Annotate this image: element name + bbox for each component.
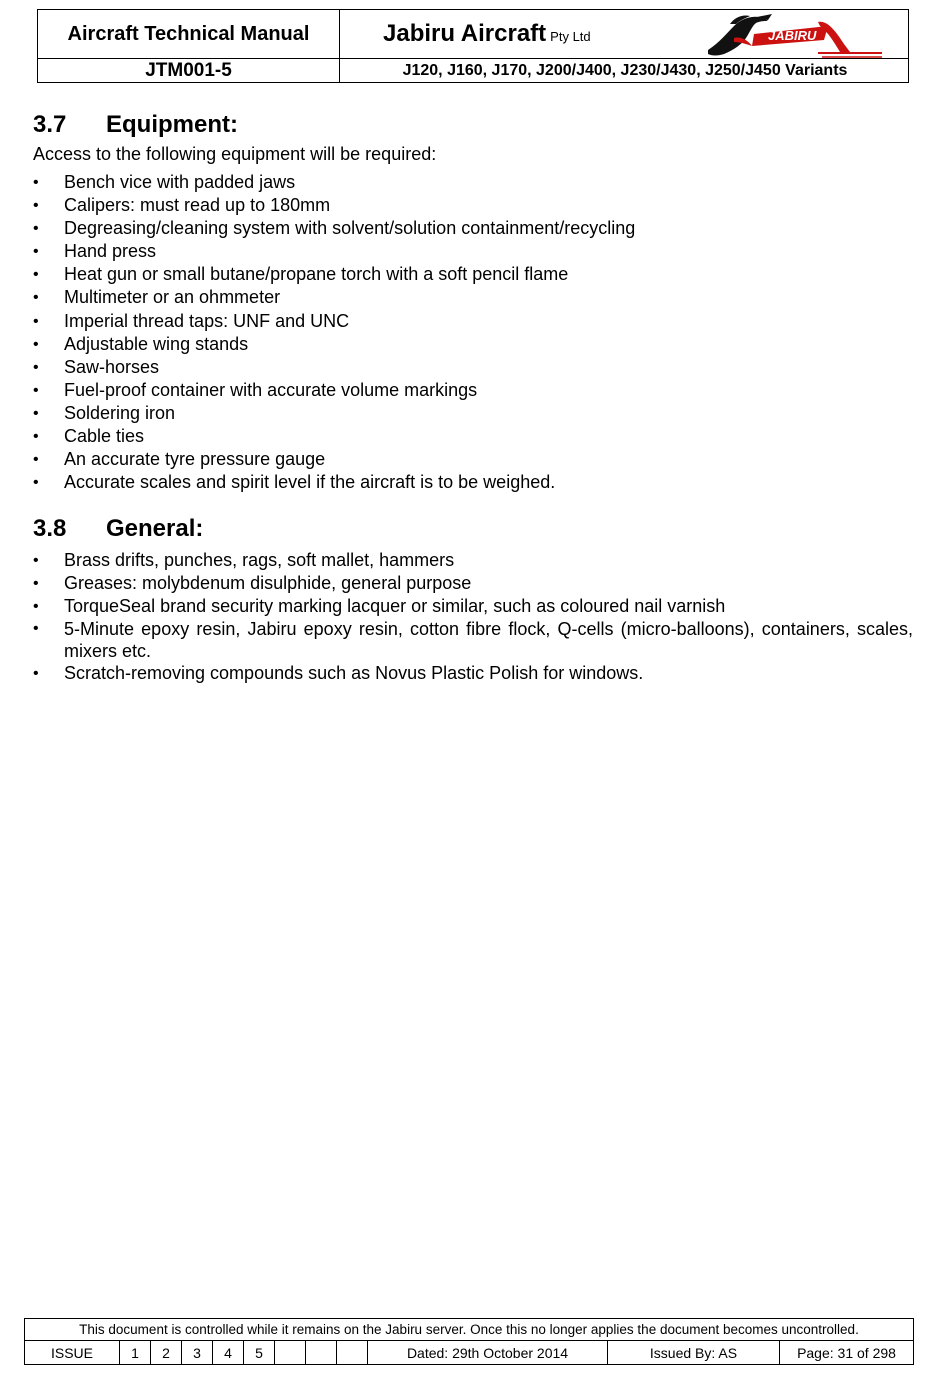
company-suffix: Pty Ltd xyxy=(550,29,591,44)
list-item: • 5-Minute epoxy resin, Jabiru epoxy resin, cotton fibre flock, Q-cells (micro-balloons), containers, scales, mixers etc. xyxy=(33,618,913,662)
issue-cell: 1 xyxy=(119,1341,150,1364)
issue-label: ISSUE xyxy=(50,1344,93,1361)
jabiru-logo xyxy=(668,12,888,58)
list-item: • Calipers: must read up to 180mm xyxy=(33,194,913,217)
list-item: • Cable ties xyxy=(33,425,913,448)
list-item: • Accurate scales and spirit level if the aircraft is to be weighed. xyxy=(33,471,913,494)
issue-cell xyxy=(336,1341,367,1364)
document-footer xyxy=(24,1318,914,1365)
list-item: • Bench vice with padded jaws xyxy=(33,171,913,194)
issue-cell xyxy=(305,1341,336,1364)
issue-row xyxy=(25,1341,913,1364)
list-item: • An accurate tyre pressure gauge xyxy=(33,448,913,471)
list-item: • Scratch-removing compounds such as Novus Plastic Polish for windows. xyxy=(33,662,913,685)
section-title: General: xyxy=(106,515,204,542)
section-number: 3.8 xyxy=(33,515,67,542)
list-item: • Degreasing/cleaning system with solvent/solution containment/recycling xyxy=(33,217,913,240)
list-item: • Fuel-proof container with accurate volume markings xyxy=(33,379,913,402)
list-item: • Soldering iron xyxy=(33,402,913,425)
list-item: • Saw-horses xyxy=(33,356,913,379)
section-intro: Access to the following equipment will be required: xyxy=(33,144,437,164)
company-name-text: Jabiru Aircraft xyxy=(383,20,547,47)
section-number: 3.7 xyxy=(33,111,67,138)
list-item: • Greases: molybdenum disulphide, general purpose xyxy=(33,572,913,595)
issue-cell: 2 xyxy=(150,1341,181,1364)
issue-cell: 4 xyxy=(212,1341,243,1364)
equipment-list xyxy=(33,171,913,494)
section-heading-equipment xyxy=(33,111,238,139)
issued-by-cell: Issued By: AS xyxy=(607,1341,779,1364)
document-code: JTM001-5 xyxy=(145,60,232,81)
logo-wordmark: JABIRU xyxy=(768,28,817,43)
issue-cell: 3 xyxy=(181,1341,212,1364)
list-item: • Adjustable wing stands xyxy=(33,333,913,356)
control-note: This document is controlled while it remains on the Jabiru server. Once this no longer applies the document becomes uncontrolled. xyxy=(79,1321,859,1337)
list-item: • TorqueSeal brand security marking lacquer or similar, such as coloured nail varnish xyxy=(33,595,913,618)
list-item: • Multimeter or an ohmmeter xyxy=(33,286,913,309)
list-item: • Brass drifts, punches, rags, soft mallet, hammers xyxy=(33,549,913,572)
section-title: Equipment: xyxy=(106,111,238,138)
variants-line: J120, J160, J170, J200/J400, J230/J430, J250/J450 Variants xyxy=(402,62,848,79)
company-name xyxy=(383,20,591,48)
list-item: • Heat gun or small butane/propane torch with a soft pencil flame xyxy=(33,263,913,286)
general-list xyxy=(33,549,913,685)
list-item: • Hand press xyxy=(33,240,913,263)
section-heading-general xyxy=(33,515,203,543)
dated-cell: Dated: 29th October 2014 xyxy=(367,1341,607,1364)
list-item: • Imperial thread taps: UNF and UNC xyxy=(33,310,913,333)
issue-cell xyxy=(274,1341,305,1364)
issue-cell: 5 xyxy=(243,1341,274,1364)
page-number-cell: Page: 31 of 298 xyxy=(779,1341,913,1364)
document-header xyxy=(37,9,909,83)
manual-title: Aircraft Technical Manual xyxy=(67,22,310,45)
